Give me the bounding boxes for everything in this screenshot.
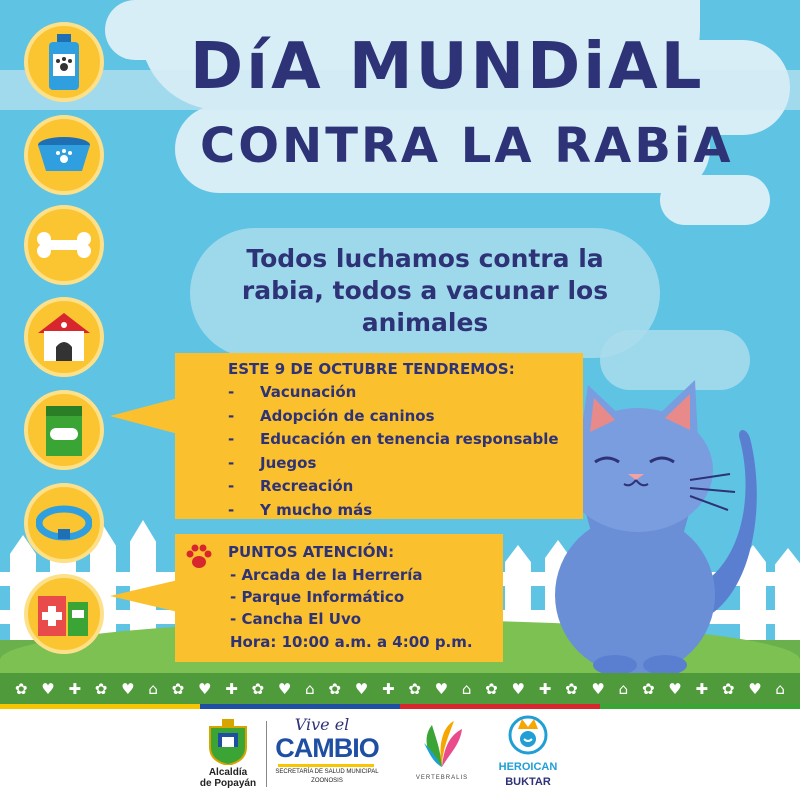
heart-icon: ♥	[197, 680, 212, 698]
attention-heading: PUNTOS ATENCIÓN:	[228, 543, 395, 561]
paw-icon: ✿	[14, 680, 28, 698]
alcaldia-label: Alcaldía de Popayán	[199, 767, 257, 789]
list-item: - Cancha El Uvo	[230, 610, 362, 628]
footer	[0, 709, 800, 800]
paw-icon: ✿	[328, 680, 341, 698]
subtitle: Todos luchamos contra la rabia, todos a vacunar los animales	[241, 244, 609, 337]
popayan-shield-logo	[208, 719, 248, 765]
bone-icon: ✚	[381, 680, 395, 698]
callout-tail	[110, 398, 178, 434]
zoonosis-label: ZOONOSIS	[311, 778, 343, 784]
paw-icon: ✿	[641, 680, 655, 698]
heart-icon: ♥	[121, 680, 135, 698]
heroican-logo	[508, 715, 548, 759]
paw-icon: ✿	[485, 680, 498, 698]
cambio-logo-text: CAMBIO	[275, 733, 379, 763]
house-icon: ⌂	[148, 680, 158, 698]
secretaria-label: SECRETARÍA DE SALUD MUNICIPAL	[275, 769, 379, 775]
heart-icon: ♥	[748, 680, 762, 698]
list-item: - Juegos	[228, 453, 317, 472]
activities-list	[228, 383, 559, 524]
bone-icon: ✚	[68, 680, 82, 698]
list-item: - Arcada de la Herrería	[230, 566, 423, 584]
paw-icon: ✿	[94, 680, 108, 698]
heart-icon: ♥	[354, 680, 369, 698]
bone-icon: ✚	[225, 680, 238, 698]
heart-icon: ♥	[41, 680, 55, 698]
paw-icon: ✿	[565, 680, 578, 698]
page-title: DíA MUNDiAL	[190, 30, 705, 104]
list-item: - Educación en tenencia responsable	[228, 430, 559, 448]
pet-first-aid-icon	[24, 574, 104, 654]
attention-hours: Hora: 10:00 a.m. a 4:00 p.m.	[230, 633, 473, 651]
pet-collar-icon	[24, 483, 104, 563]
cambio-underline	[278, 764, 374, 767]
heart-icon: ♥	[277, 680, 292, 698]
paw-icon: ✿	[251, 680, 265, 698]
list-item: - Adopción de caninos	[228, 406, 435, 425]
list-item: - Y mucho más	[228, 500, 373, 519]
list-item: - Recreación	[228, 477, 354, 495]
bone-icon	[24, 205, 104, 285]
paw-icon	[184, 542, 214, 572]
paw-icon: ✿	[721, 680, 735, 698]
list-item: - Vacunación	[228, 383, 357, 401]
cloud	[660, 175, 770, 225]
heart-icon: ♥	[591, 680, 605, 698]
house-icon: ⌂	[618, 680, 629, 698]
paw-icon: ✿	[171, 680, 185, 698]
heart-icon: ♥	[511, 680, 525, 698]
house-icon: ⌂	[305, 680, 315, 698]
dog-house-icon	[24, 297, 104, 377]
pet-bowl-icon	[24, 115, 104, 195]
bone-icon: ✚	[538, 680, 552, 698]
house-icon: ⌂	[461, 680, 472, 698]
attention-points-list	[230, 566, 423, 632]
vive-el-text: Vive el	[294, 715, 350, 734]
vertebralis-logo	[420, 717, 464, 771]
decorative-pattern-strip	[0, 673, 800, 705]
buktar-label: BUKTAR	[505, 776, 551, 788]
house-icon: ⌂	[775, 680, 785, 698]
heart-icon: ♥	[434, 680, 449, 698]
heart-icon: ♥	[668, 680, 682, 698]
list-item: - Parque Informático	[230, 588, 405, 606]
callout-tail	[110, 580, 178, 612]
vertebralis-label: VERTEBRALIS	[415, 775, 469, 781]
paw-icon: ✿	[408, 680, 421, 698]
bone-icon: ✚	[695, 680, 709, 698]
heroican-label: HEROICAN	[498, 761, 558, 773]
pet-shampoo-icon	[24, 22, 104, 102]
page-title-line2: CONTRA LA RABiA	[200, 118, 734, 174]
pet-food-bag-icon	[24, 390, 104, 470]
event-heading: ESTE 9 DE OCTUBRE TENDREMOS:	[228, 360, 515, 378]
